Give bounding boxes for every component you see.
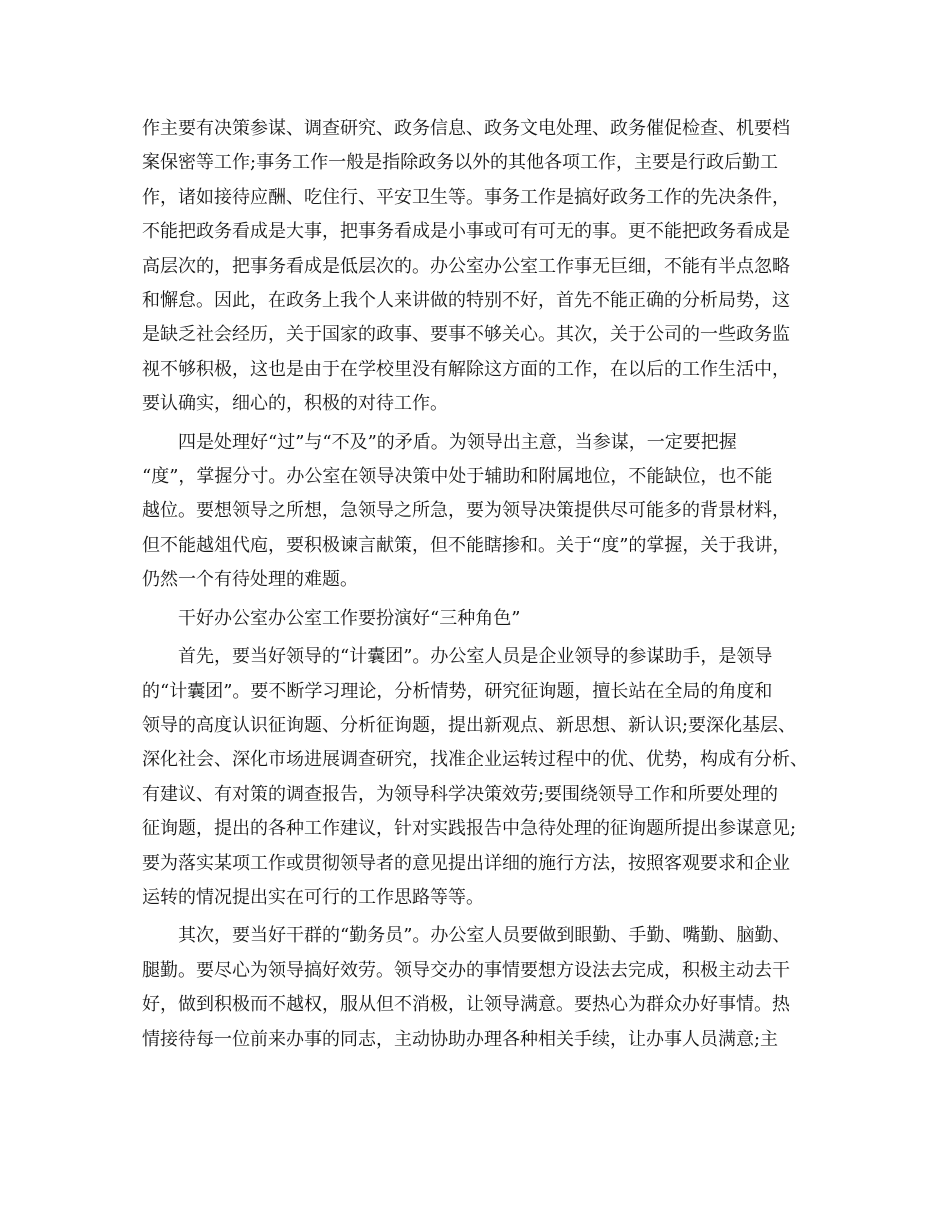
text-line: 干好办公室办公室工作要扮演好“三种角色”	[178, 607, 521, 629]
text-line: 不能把政务看成是大事，把事务看成是小事或可有可无的事。更不能把政务看成是	[142, 221, 790, 243]
text-line: 征询题，提出的各种工作建议，针对实践报告中急待处理的征询题所提出参谋意见;	[142, 818, 797, 840]
text-line: 高层次的，把事务看成是低层次的。办公室办公室工作事无巨细，不能有半点忽略	[142, 255, 790, 277]
text-line: 案保密等工作;事务工作一般是指除政务以外的其他各项工作，主要是行政后勤工	[142, 152, 779, 174]
text-line: 腿勤。要尽心为领导搞好效劳。领导交办的事情要想方设法去完成，积极主动去干	[142, 959, 790, 981]
text-line: 是缺乏社会经历，关于国家的政事、要事不够关心。其次，关于公司的一些政务监	[142, 324, 790, 346]
document-body	[142, 112, 822, 1061]
text-line: 作，诸如接待应酬、吃住行、平安卫生等。事务工作是搞好政务工作的先决条件，	[142, 186, 790, 208]
text-line: 但不能越俎代庖，要积极谏言献策，但不能瞎掺和。关于“度”的掌握，关于我讲，	[142, 534, 791, 556]
paragraph-4	[142, 919, 822, 1057]
text-line: 领导的高度认识征询题、分析征询题，提出新观点、新思想、新认识;要深化基层、	[142, 714, 797, 736]
text-line: 要为落实某项工作或贯彻领导者的意见提出详细的施行方法，按照客观要求和企业	[142, 852, 790, 874]
paragraph-3	[142, 640, 822, 915]
text-line: 越位。要想领导之所想，急领导之所急，要为领导决策提供尽可能多的背景材料，	[142, 500, 790, 522]
text-line: 情接待每一位前来办事的同志，主动协助办理各种相关手续，让办事人员满意;主	[142, 1028, 779, 1050]
text-line: 仍然一个有待处理的难题。	[142, 569, 358, 591]
text-line: 深化社会、深化市场进展调查研究，找准企业运转过程中的优、优势，构成有分析、	[142, 749, 808, 771]
text-line: 有建议、有对策的调查报告，为领导科学决策效劳;要围绕领导工作和所要处理的	[142, 783, 779, 805]
text-line: 和懈怠。因此，在政务上我个人来讲做的特别不好，首先不能正确的分析局势，这	[142, 290, 790, 312]
text-line: 首先，要当好领导的“计囊团”。办公室人员是企业领导的参谋助手，是领导	[178, 646, 773, 668]
text-line: 的“计囊团”。要不断学习理论，分析情势，研究征询题，擅长站在全局的角度和	[142, 680, 773, 702]
section-heading	[142, 602, 822, 636]
text-line: 视不够积极，这也是由于在学校里没有解除这方面的工作，在以后的工作生活中，	[142, 358, 790, 380]
paragraph-1	[142, 112, 822, 422]
text-line: 运转的情况提出实在可行的工作思路等等。	[142, 886, 484, 908]
text-line: 好，做到积极而不越权，服从但不消极，让领导满意。要热心为群众办好事情。热	[142, 994, 790, 1016]
text-line: 其次，要当好干群的“勤务员”。办公室人员要做到眼勤、手勤、嘴勤、脑勤、	[178, 925, 791, 947]
paragraph-2	[142, 426, 822, 598]
text-line: 要认确实，细心的，积极的对待工作。	[142, 393, 448, 415]
text-line: 作主要有决策参谋、调查研究、政务信息、政务文电处理、政务催促检查、机要档	[142, 118, 790, 139]
text-line: “度”，掌握分寸。办公室在领导决策中处于辅助和附属地位，不能缺位，也不能	[142, 466, 773, 488]
text-line: 四是处理好“过”与“不及”的矛盾。为领导出主意，当参谋，一定要把握	[178, 431, 737, 453]
